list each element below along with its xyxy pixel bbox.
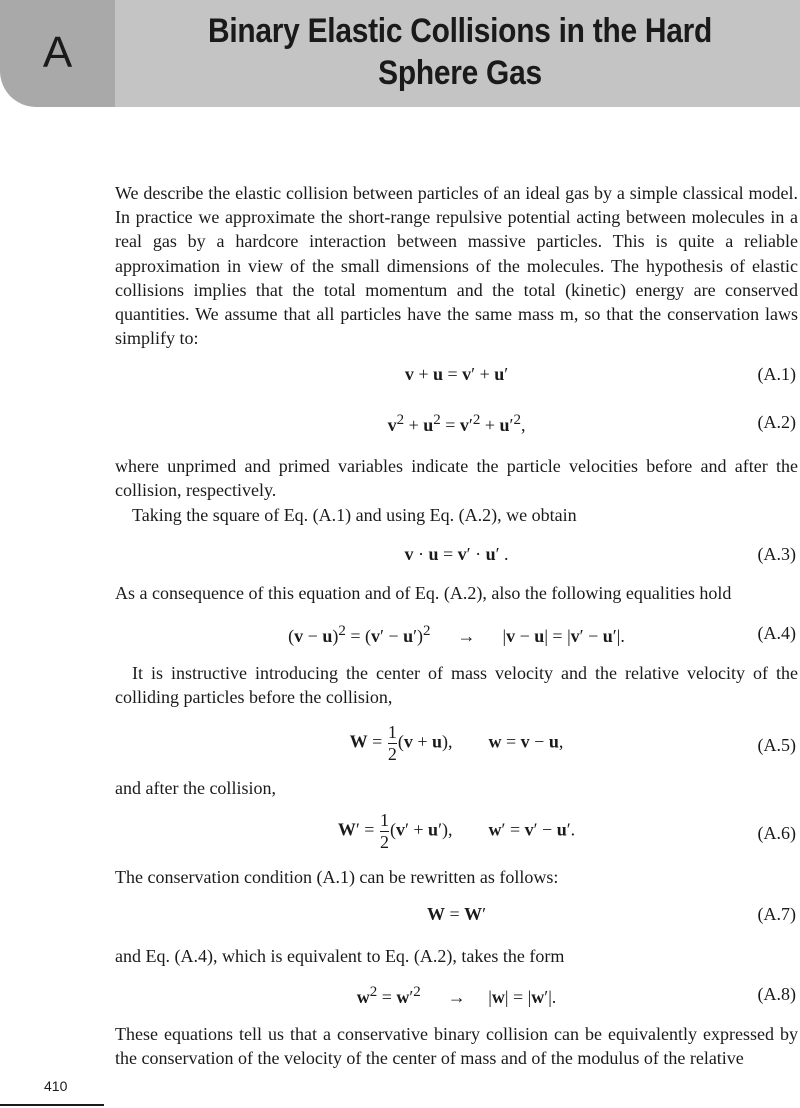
page-number: 410 — [44, 1078, 68, 1094]
chapter-header — [0, 0, 800, 107]
paragraph-after-collision: and after the collision, — [115, 778, 276, 798]
equation-a1-body: v + u = v′ + u′ — [404, 364, 509, 384]
equation-a8 — [115, 984, 798, 1014]
paragraph-velocities: where unprimed and primed variables indicate the particle velocities before and after the collision, respectively. — [115, 456, 798, 501]
equation-a3 — [115, 544, 798, 574]
equation-number: (A.4) — [757, 623, 796, 643]
equation-a4-body: $(v - u)^2 = (v' - u')^2$ → |v − u| = |v′ − u′|. — [288, 623, 625, 646]
chapter-title: Binary Elastic Collisions in the Hard Sphere Gas — [208, 12, 712, 92]
equation-number: (A.7) — [757, 904, 796, 924]
paragraph-intro: We describe the elastic collision between particles of an ideal gas by a simple classical model. In practice we approximate the short-range repulsive potential acting between molecules in a real gas by a hardcore interaction between massive particles. This is quite a reliable approximation in view of the small dimensions of the molecules. The hypothesis of elastic collisions implies that the total momentum and the total (kinetic) energy are conserved quantities. We assume that all particles have the same mass m, so that the conservation laws simplify to: — [115, 183, 798, 349]
equation-a2 — [115, 412, 798, 442]
equation-number: (A.2) — [757, 412, 796, 432]
equation-a2-body: $v^2 + u^2 = v'^2 + u'^2$, — [387, 412, 526, 435]
equation-a6 — [115, 810, 798, 860]
equation-number: (A.1) — [757, 364, 796, 384]
footer-rule — [0, 1104, 104, 1106]
equation-number: (A.3) — [757, 544, 796, 564]
paragraph-consequence: As a consequence of this equation and of Eq. (A.2), also the following equalities hold — [115, 583, 732, 603]
paragraph-conclusion: These equations tell us that a conservative binary collision can be equivalently expressed by the conservation of the velocity of the center of mass and of the modulus of the relative — [115, 1024, 798, 1069]
equation-a8-body: $w^2 = w'^2$ → |w| = |w′|. — [356, 984, 557, 1007]
equation-a6-body: W′ = $\frac{1}{2}$ (v′ + u′), w′ = v′ − u′. — [337, 810, 576, 852]
equation-number: (A.5) — [757, 735, 796, 755]
equation-a5-body: W = $\frac{1}{2}$ (v + u), w = v − u, — [349, 722, 564, 764]
paragraph-square: Taking the square of Eq. (A.1) and using Eq. (A.2), we obtain — [132, 505, 577, 525]
paragraph-form: and Eq. (A.4), which is equivalent to Eq. (A.2), takes the form — [115, 946, 565, 966]
equation-a5 — [115, 722, 798, 772]
equation-a7-body: W = W′ — [426, 904, 487, 924]
fraction-one-half: $\frac{1}{2}$ — [387, 722, 397, 764]
equation-a1 — [115, 364, 798, 394]
fraction-one-half: $\frac{1}{2}$ — [379, 810, 389, 852]
equation-a4 — [115, 623, 798, 653]
equation-a3-body: v · u = v′ · u′ . — [404, 544, 509, 564]
paragraph-center-of-mass: It is instructive introducing the center of mass velocity and the relative velocity of the colliding particles before the collision, — [115, 663, 798, 708]
paragraph-conservation: The conservation condition (A.1) can be rewritten as follows: — [115, 867, 559, 887]
equation-number: (A.6) — [757, 823, 796, 843]
equation-a7 — [115, 904, 798, 934]
appendix-letter: A — [42, 28, 73, 77]
equation-number: (A.8) — [757, 984, 796, 1004]
